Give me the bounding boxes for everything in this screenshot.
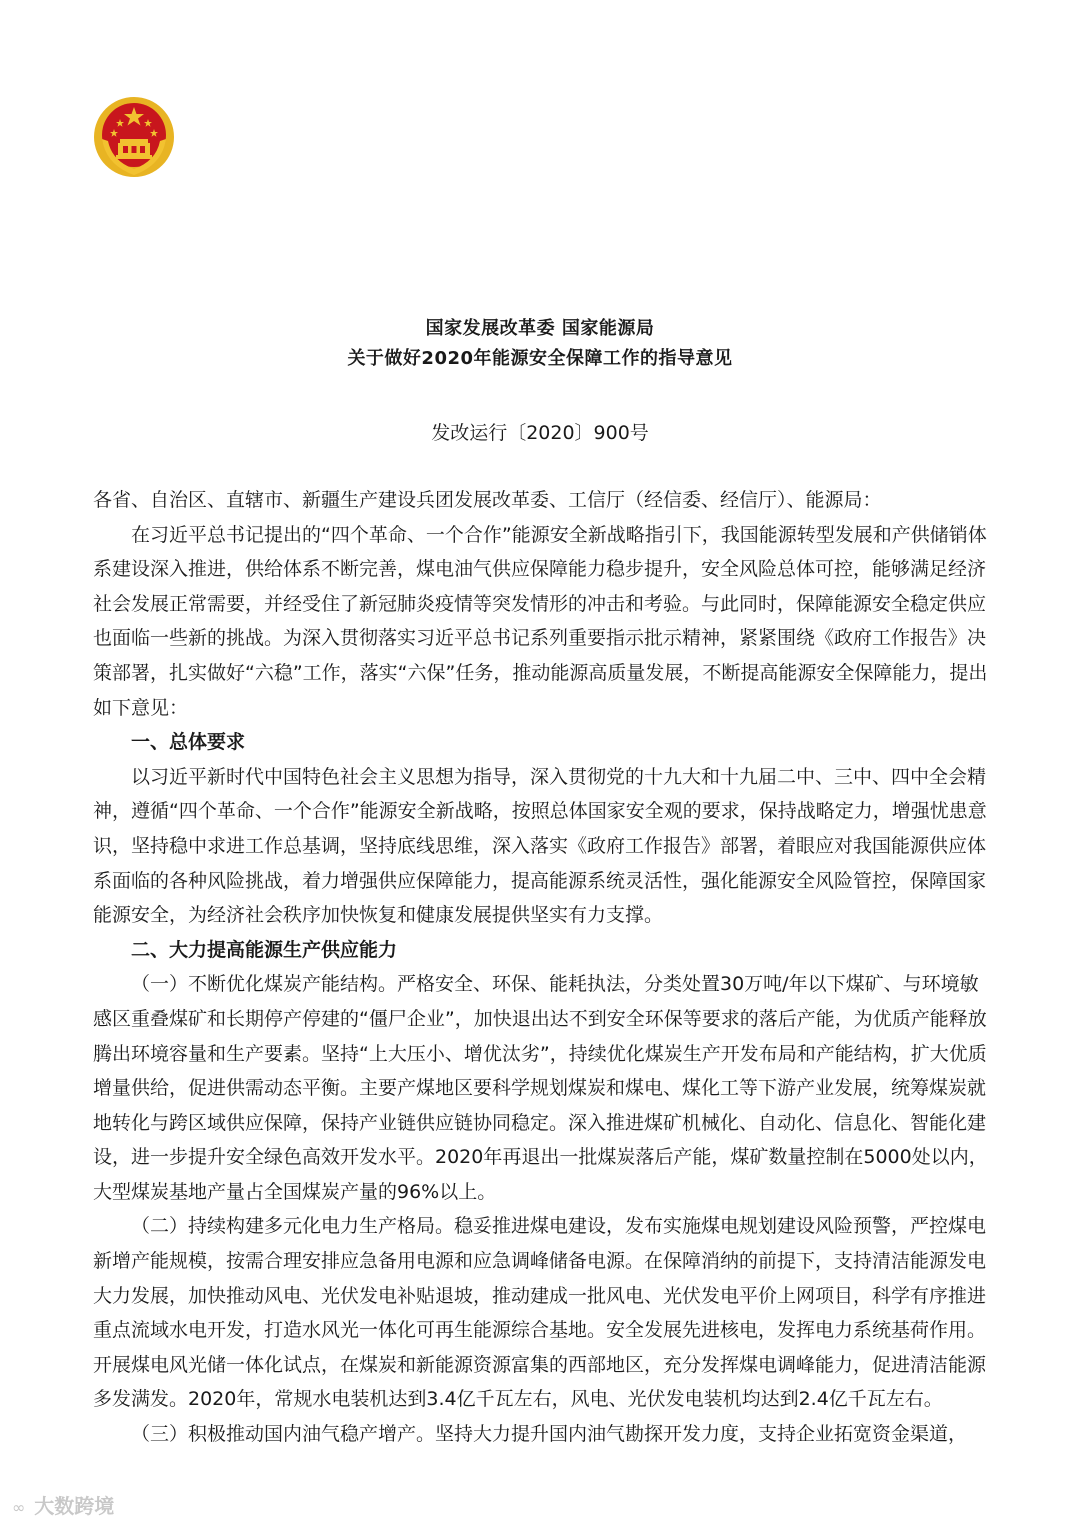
document-number: 发改运行〔2020〕900号 bbox=[431, 422, 649, 444]
title-line-subject: 关于做好2020年能源安全保障工作的指导意见 bbox=[347, 348, 733, 369]
section-heading-general-requirements: 一、总体要求 bbox=[131, 731, 246, 754]
title-line-issuers: 国家发展改革委 国家能源局 bbox=[425, 318, 655, 339]
intro-paragraph: 在习近平总书记提出的“四个革命、一个合作”能源安全新战略指引下，我国能源转型发展和产供储销体系建设深入推进，供给体系不断完善，煤电油气供应保障能力稳步提升，安全风险总体可控，能够满足经济社会发展正常需要，并经受住了新冠肺炎疫情等突发情形的冲击和考验。与此同时，保障能源安全稳定供应也面临一些新的挑战。为深入贯彻落实习近平总书记系列重要指示批示精神，紧紧围绕《政府工作报告》决策部署，扎实做好“六稳”工作，落实“六保”任务，推动能源高质量发展，不断提高能源安全保障能力，提出如下意见： bbox=[93, 523, 988, 719]
watermark bbox=[12, 1490, 114, 1519]
document-body bbox=[93, 483, 993, 1452]
item-coal-capacity: （一）不断优化煤炭产能结构。严格安全、环保、能耗执法，分类处置30万吨/年以下煤矿、与环境敏感区重叠煤矿和长期停产停建的“僵尸企业”，加快退出达不到安全环保等要求的落后产能，为优质产能释放腾出环境容量和生产要素。坚持“上大压小、增优汰劣”，持续优化煤炭生产开发布局和产能结构，扩大优质增量供给，促进供需动态平衡。主要产煤地区要科学规划煤炭和煤电、煤化工等下游产业发展，统筹煤炭就地转化与跨区域供应保障，保持产业链供应链协同稳定。深入推进煤矿机械化、自动化、信息化、智能化建设，进一步提升安全绿色高效开发水平。2020年再退出一批煤炭落后产能，煤矿数量控制在5000处以内，大型煤炭基地产量占全国煤炭产量的96%以上。 bbox=[93, 973, 988, 1203]
general-requirements-paragraph: 以习近平新时代中国特色社会主义思想为指导，深入贯彻党的十九大和十九届二中、三中、四中全会精神，遵循“四个革命、一个合作”能源安全新战略，按照总体国家安全观的要求，保持战略定力，增强忧患意识，坚持稳中求进工作总基调，坚持底线思维，深入落实《政府工作报告》部署，着眼应对我国能源供应体系面临的各种风险挑战，着力增强供应保障能力，提高能源系统灵活性，强化能源安全风险管控，保障国家能源安全，为经济社会秩序加快恢复和健康发展提供坚实有力支撑。 bbox=[93, 765, 987, 927]
document-title bbox=[0, 314, 1080, 374]
weibo-logo-icon: ∞ bbox=[12, 1498, 26, 1517]
item-oil-gas: （三）积极推动国内油气稳产增产。坚持大力提升国内油气勘探开发力度，支持企业拓宽资金渠道， bbox=[131, 1423, 968, 1446]
addressee: 各省、自治区、直辖市、新疆生产建设兵团发展改革委、工信厅（经信委、经信厅）、能源局： bbox=[93, 489, 882, 511]
national-emblem-icon bbox=[92, 95, 176, 179]
section-heading-production-supply: 二、大力提高能源生产供应能力 bbox=[131, 938, 398, 961]
item-power-generation: （二）持续构建多元化电力生产格局。稳妥推进煤电建设，发布实施煤电规划建设风险预警，严控煤电新增产能规模，按需合理安排应急备用电源和应急调峰储备电源。在保障消纳的前提下，支持清洁能源发电大力发展，加快推动风电、光伏发电补贴退坡，推动建成一批风电、光伏发电平价上网项目，科学有序推进重点流域水电开发，打造水风光一体化可再生能源综合基地。安全发展先进核电，发挥电力系统基荷作用。开展煤电风光储一体化试点，在煤炭和新能源资源富集的西部地区，充分发挥煤电调峰能力，促进清洁能源多发满发。2020年，常规水电装机达到3.4亿千瓦左右，风电、光伏发电装机均达到2.4亿千瓦左右。 bbox=[93, 1215, 987, 1411]
watermark-text: 大数跨境 bbox=[34, 1494, 115, 1518]
